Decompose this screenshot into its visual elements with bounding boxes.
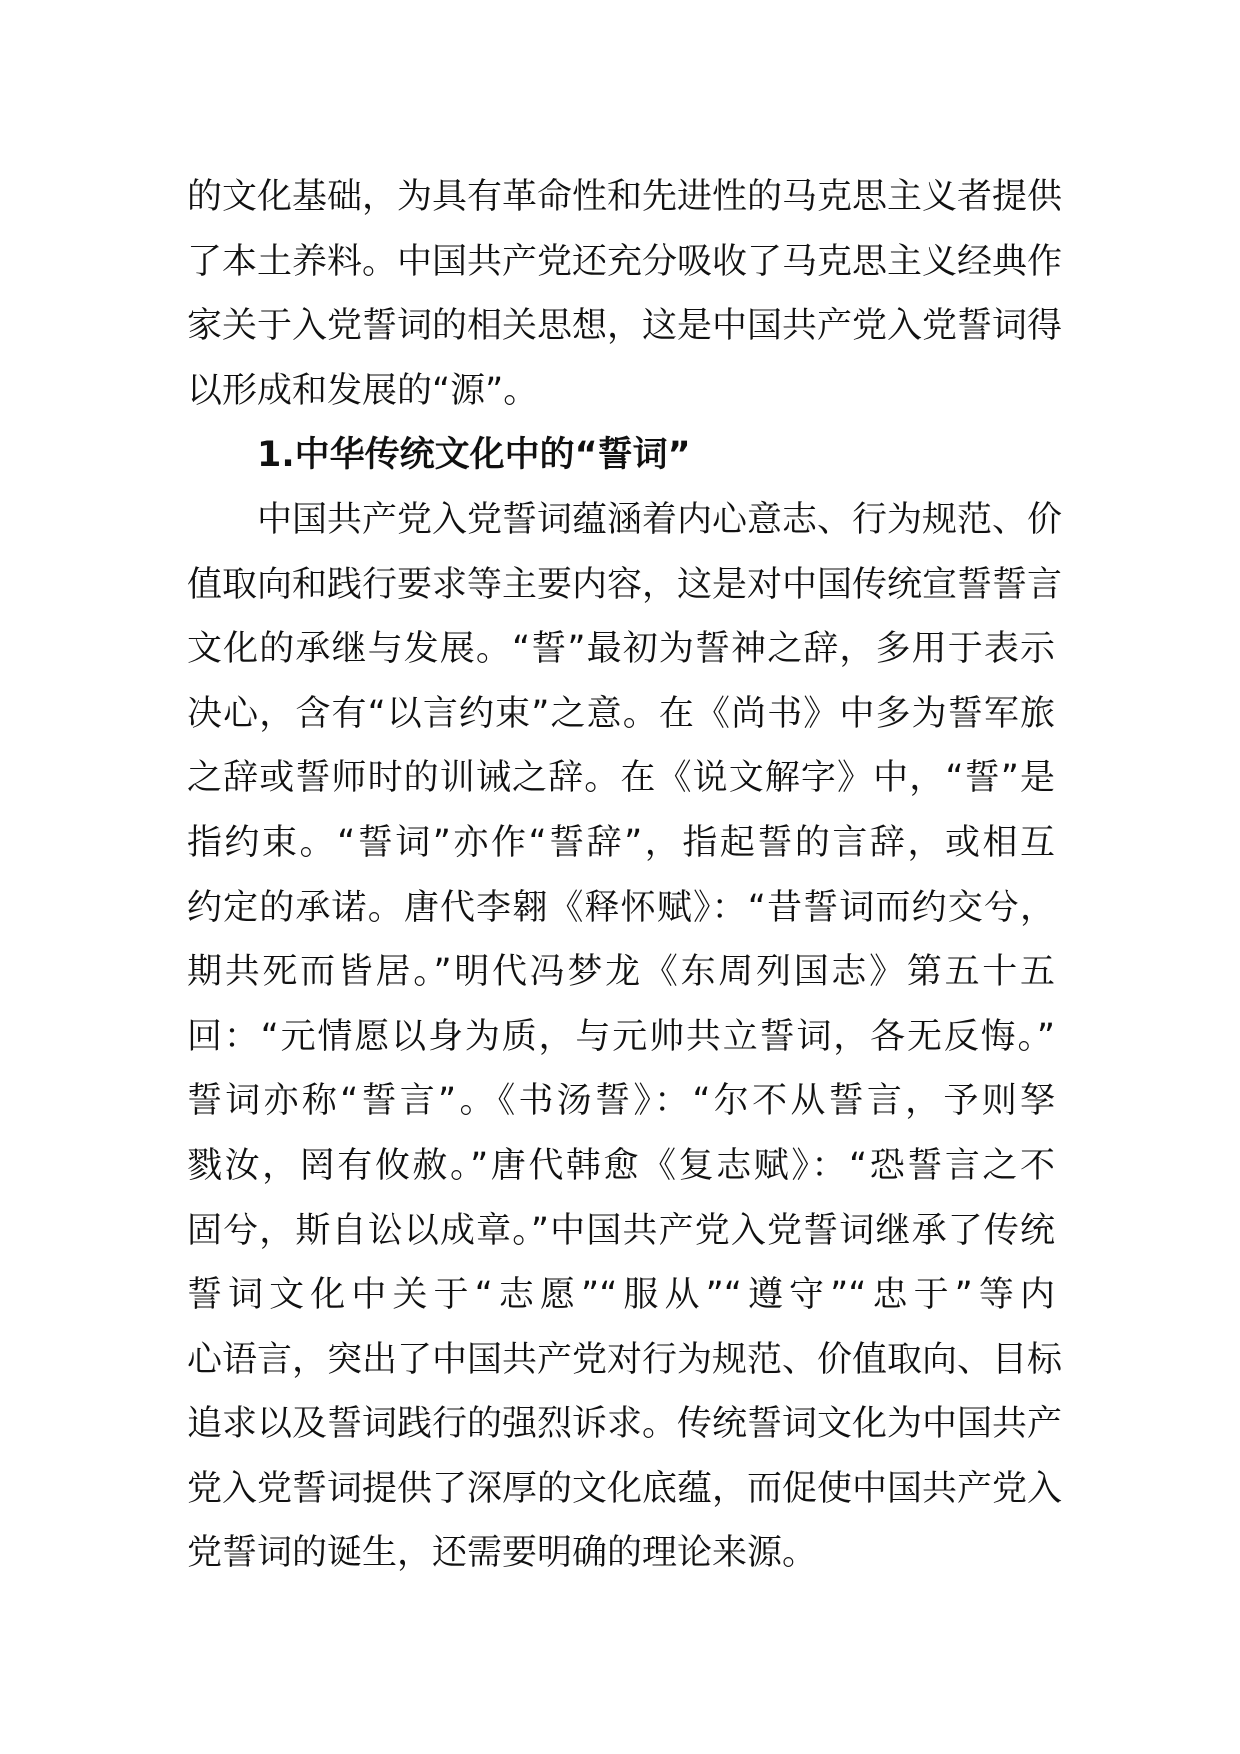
text-line: 追求以及誓词践行的强烈诉求。传统誓词文化为中国共产: [187, 1404, 1063, 1445]
text-line: 家关于入党誓词的相关思想，这是中国共产党入党誓词得: [187, 306, 1063, 347]
text-line: 誓词亦称“誓言”。《书汤誓》：“尔不从誓言，予则孥: [187, 1081, 1055, 1122]
text-line: 约定的承诺。唐代李翱《释怀赋》：“昔誓词而约交兮，: [187, 887, 1055, 928]
intro-paragraph: [187, 165, 1063, 423]
text-line: 回：“元情愿以身为质，与元帅共立誓词，各无反悔。”: [187, 1016, 1055, 1057]
text-line: 了本土养料。中国共产党还充分吸收了马克思主义经典作: [187, 241, 1063, 282]
text-line: 固兮，斯自讼以成章。”中国共产党入党誓词继承了传统: [187, 1210, 1055, 1251]
text-line: 的文化基础，为具有革命性和先进性的马克思主义者提供: [187, 177, 1063, 217]
document-page: [187, 165, 1063, 1586]
text-line: 党入党誓词提供了深厚的文化底蕴，而促使中国共产党入: [187, 1468, 1063, 1509]
text-line: 值取向和践行要求等主要内容，这是对中国传统宣誓誓言: [187, 564, 1063, 605]
text-line: 心语言，突出了中国共产党对行为规范、价值取向、目标: [187, 1339, 1063, 1380]
text-line: 指约束。“誓词”亦作“誓辞”，指起誓的言辞，或相互: [187, 822, 1055, 863]
section-heading: 1.中华传统文化中的“誓词”: [257, 435, 691, 476]
text-line: 党誓词的诞生，还需要明确的理论来源。: [187, 1533, 818, 1574]
text-line: 以形成和发展的“源”。: [187, 370, 539, 411]
text-line: 期共死而皆居。”明代冯梦龙《东周列国志》第五十五: [187, 952, 1055, 993]
text-line: 决心，含有“以言约束”之意。在《尚书》中多为誓军旅: [187, 693, 1055, 734]
text-line: 中国共产党入党誓词蕴涵着内心意志、行为规范、价: [257, 499, 1063, 540]
body-paragraph: [187, 488, 1063, 1586]
text-line: 戮汝，罔有攸赦。”唐代韩愈《复志赋》：“恐誓言之不: [187, 1145, 1055, 1186]
text-line: 文化的承继与发展。“誓”最初为誓神之辞，多用于表示: [187, 629, 1055, 670]
text-line: 誓词文化中关于“志愿”“服从”“遵守”“忠于”等内: [187, 1275, 1055, 1316]
text-line: 之辞或誓师时的训诫之辞。在《说文解字》中，“誓”是: [187, 758, 1055, 799]
